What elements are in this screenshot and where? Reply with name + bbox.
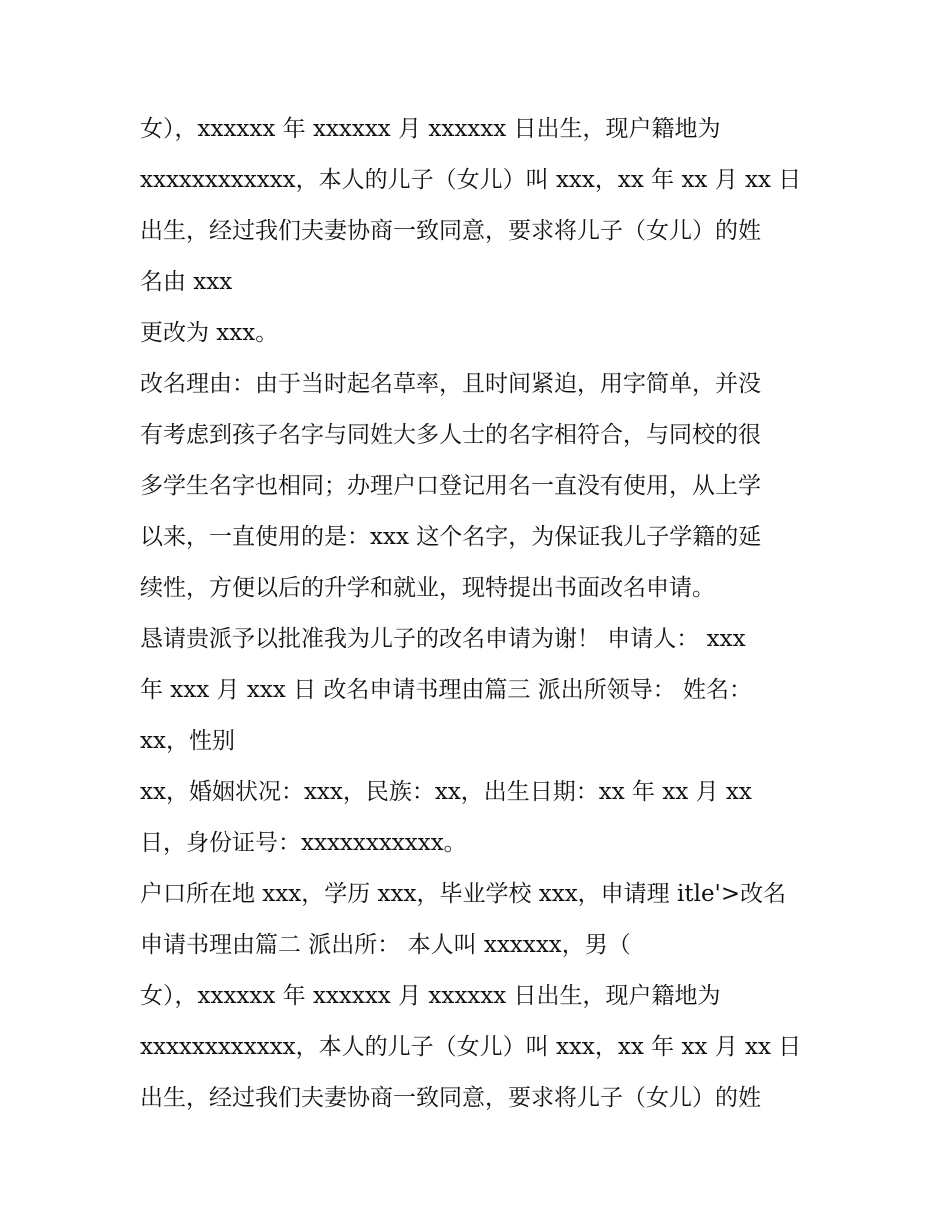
text-line: 多学生名字也相同；办理户口登记用名一直没有使用，从上学: [140, 473, 761, 499]
text-line: 申请书理由篇二 派出所： 本人叫 xxxxxx，男（: [140, 932, 631, 958]
text-line: 年 xxx 月 xxx 日 改名申请书理由篇三 派出所领导： 姓名：: [140, 677, 753, 703]
text-line: 有考虑到孩子名字与同姓大多人士的名字相符合，与同校的很: [140, 422, 761, 448]
text-line: xxxxxxxxxxxx，本人的儿子（女儿）叫 xxx，xx 年 xx 月 xx 日: [140, 167, 802, 193]
text-line: 改名理由：由于当时起名草率，且时间紧迫，用字简单，并没: [140, 371, 761, 397]
text-line: 以来，一直使用的是：xxx 这个名字，为保证我儿子学籍的延: [140, 524, 762, 550]
text-line: 出生，经过我们夫妻协商一致同意，要求将儿子（女儿）的姓: [140, 1085, 761, 1111]
text-line: 日，身份证号：xxxxxxxxxxx。: [140, 830, 467, 856]
text-line: 更改为 xxx。: [140, 320, 279, 346]
text-line: 户口所在地 xxx，学历 xxx，毕业学校 xxx，申请理 itle'>改名: [140, 881, 787, 907]
text-line: 女），xxxxxx 年 xxxxxx 月 xxxxxx 日出生，现户籍地为: [140, 983, 721, 1009]
text-line: 女），xxxxxx 年 xxxxxx 月 xxxxxx 日出生，现户籍地为: [140, 116, 721, 142]
text-line: xx，婚姻状况：xxx，民族：xx，出生日期：xx 年 xx 月 xx: [140, 779, 752, 805]
text-line: 续性，方便以后的升学和就业，现特提出书面改名申请。: [140, 575, 715, 601]
text-line: xxxxxxxxxxxx，本人的儿子（女儿）叫 xxx，xx 年 xx 月 xx 日: [140, 1034, 802, 1060]
text-line: 出生，经过我们夫妻协商一致同意，要求将儿子（女儿）的姓: [140, 218, 761, 244]
text-line: 名由 xxx: [140, 269, 233, 295]
text-line: xx，性别: [140, 728, 235, 754]
text-line: 恳请贵派予以批准我为儿子的改名申请为谢！ 申请人： xxx: [140, 626, 746, 652]
